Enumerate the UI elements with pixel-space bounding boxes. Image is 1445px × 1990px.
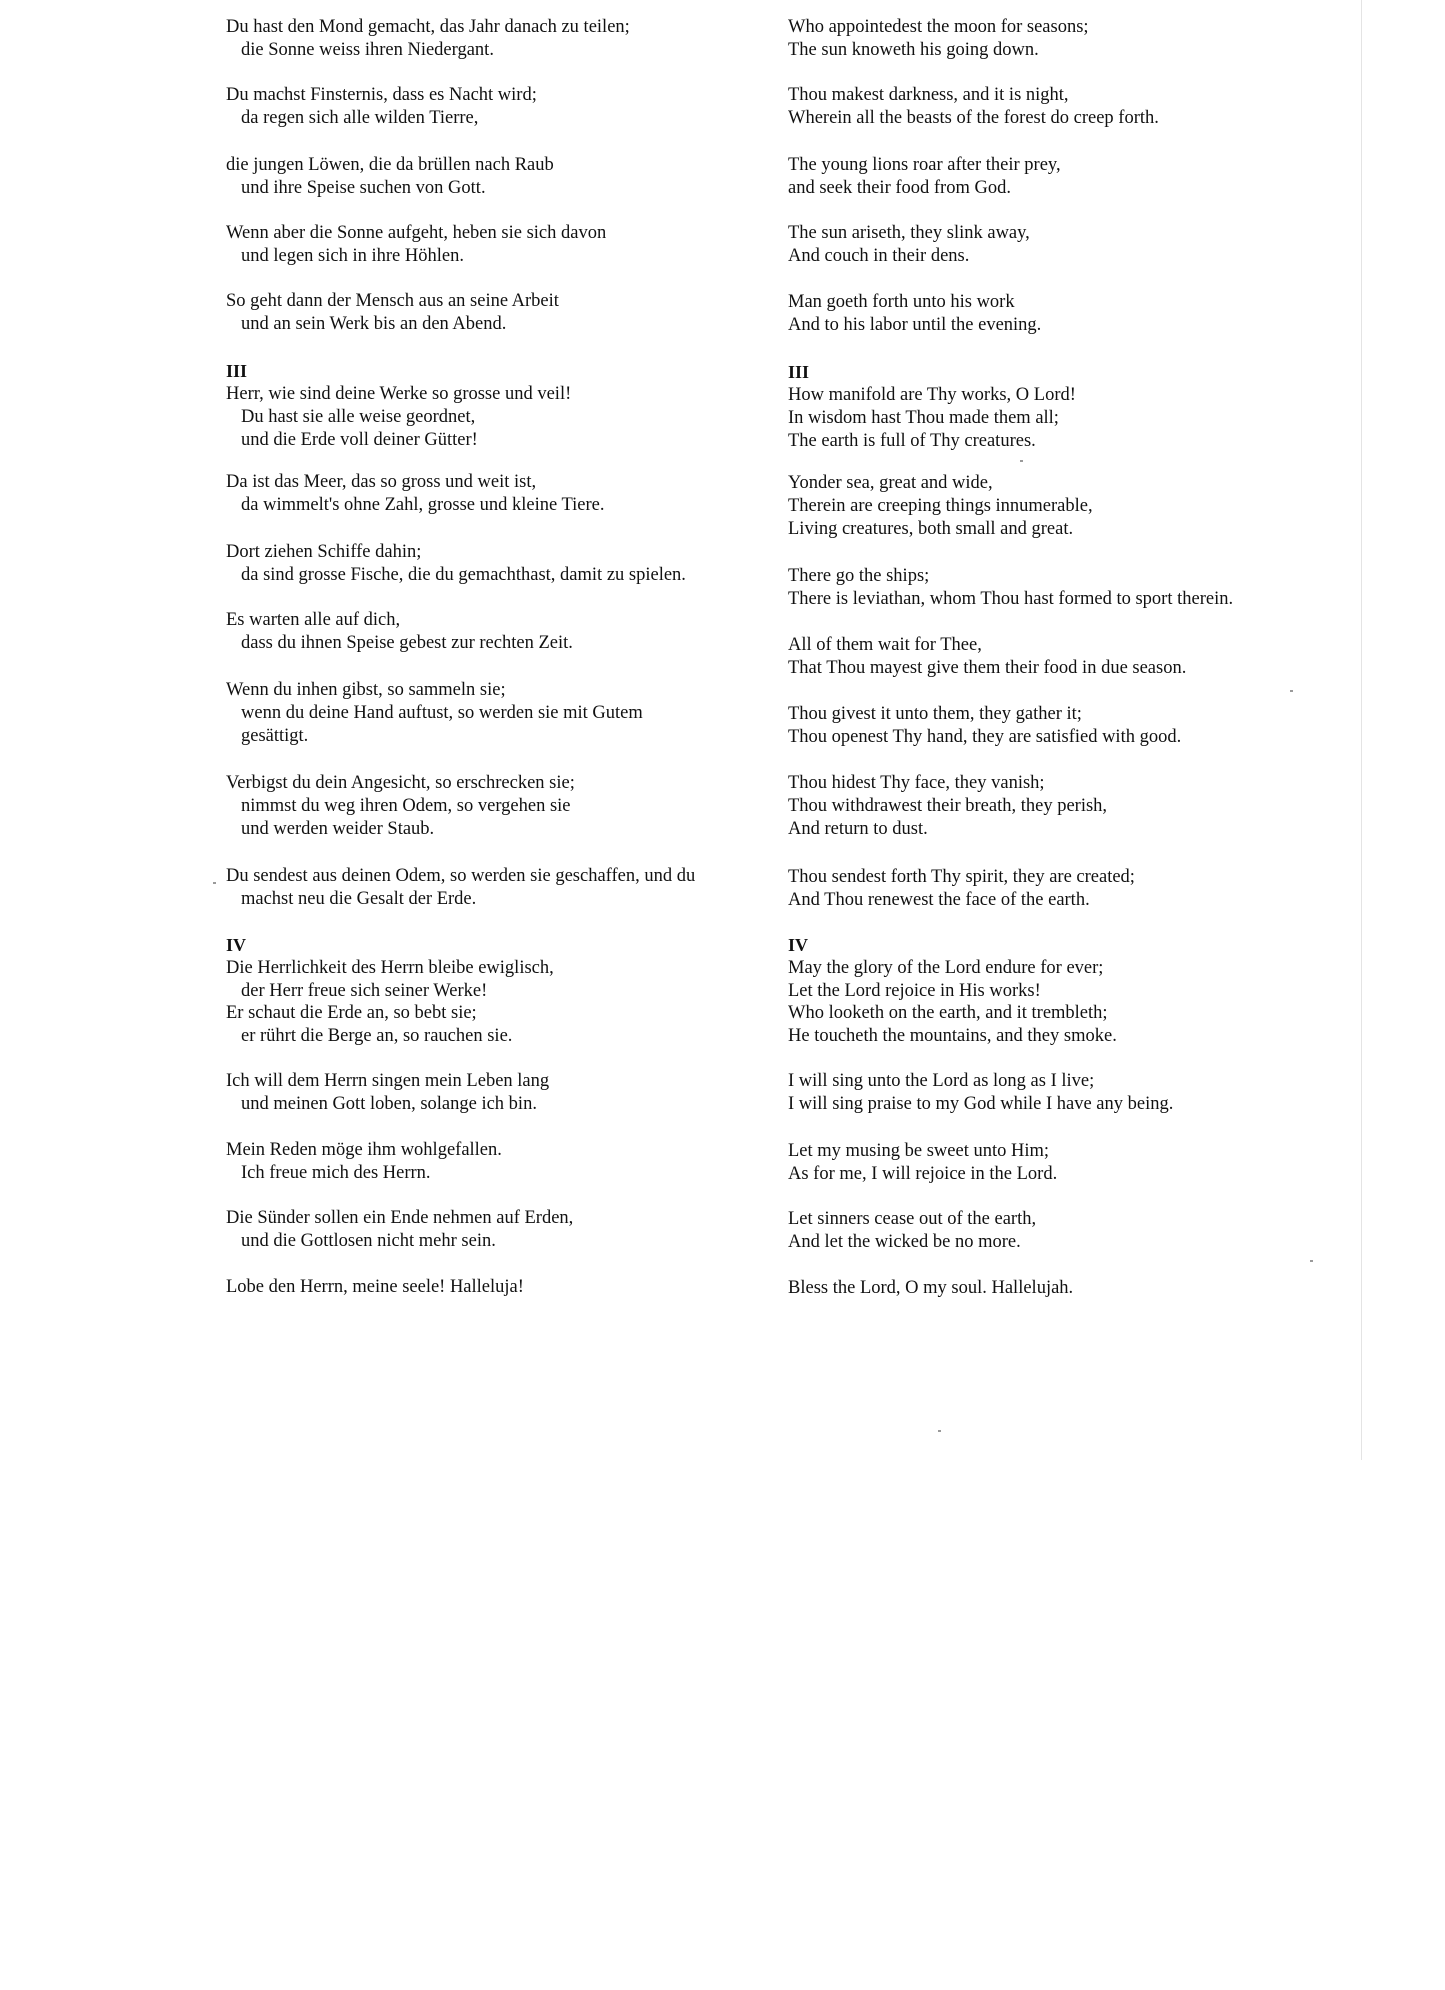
- english-verse-line: Let my musing be sweet unto Him;: [788, 1141, 1050, 1161]
- english-verse-line: That Thou mayest give them their food in due season.: [788, 658, 1187, 678]
- page-edge-shadow: [1361, 0, 1362, 1460]
- german-verse-line: Herr, wie sind deine Werke so grosse und veil!: [226, 384, 572, 404]
- english-section: [788, 361, 1076, 453]
- english-verse-line: And return to dust.: [788, 819, 928, 839]
- german-stanza: [226, 1207, 573, 1253]
- german-stanza: [226, 541, 686, 587]
- german-verse-line: Lobe den Herrn, meine seele! Halleluja!: [226, 1277, 524, 1297]
- german-verse-line: da regen sich alle wilden Tierre,: [241, 108, 479, 128]
- german-verse-line: Es warten alle auf dich,: [226, 610, 401, 630]
- english-stanza: [788, 472, 1093, 541]
- english-verse-line: Wherein all the beasts of the forest do creep forth.: [788, 108, 1159, 128]
- german-verse-line: Die Herrlichkeit des Herrn bleibe ewiglisch,: [226, 958, 554, 978]
- english-verse-line: There is leviathan, whom Thou hast formed to sport therein.: [788, 589, 1234, 609]
- german-verse-line: und die Gottlosen nicht mehr sein.: [241, 1231, 496, 1251]
- english-verse-line: In wisdom hast Thou made them all;: [788, 408, 1059, 428]
- german-stanza: [226, 679, 643, 748]
- english-verse-line: May the glory of the Lord endure for ever;: [788, 958, 1104, 978]
- german-verse-line: da wimmelt's ohne Zahl, grosse und kleine Tiere.: [241, 495, 605, 515]
- german-verse-line: Wenn aber die Sonne aufgeht, heben sie sich davon: [226, 223, 607, 243]
- english-verse-line: Thou hidest Thy face, they vanish;: [788, 773, 1045, 793]
- german-verse-line: und ihre Speise suchen von Gott.: [241, 178, 486, 198]
- english-verse-line: Let the Lord rejoice in His works!: [788, 981, 1041, 1001]
- german-stanza: [226, 84, 537, 130]
- english-stanza: [788, 772, 1107, 841]
- german-verse-line: gesättigt.: [241, 726, 309, 746]
- german-stanza: [226, 1276, 524, 1299]
- german-stanza: [226, 222, 606, 268]
- english-stanza: [788, 1002, 1117, 1048]
- german-verse-line: und werden weider Staub.: [241, 819, 435, 839]
- german-verse-line: wenn du deine Hand auftust, so werden sie mit Gutem: [241, 703, 643, 723]
- english-verse-line: Thou sendest forth Thy spirit, they are created;: [788, 867, 1135, 887]
- german-stanza: [226, 16, 630, 62]
- german-stanza: [226, 290, 559, 336]
- scan-speck: [1310, 1260, 1313, 1262]
- german-verse-line: Du machst Finsternis, dass es Nacht wird;: [226, 85, 537, 105]
- german-verse-line: und meinen Gott loben, solange ich bin.: [241, 1094, 537, 1114]
- english-verse-line: Living creatures, both small and great.: [788, 519, 1074, 539]
- english-stanza: [788, 16, 1089, 62]
- english-section-heading: IV: [788, 935, 809, 955]
- english-verse-line: Thou withdrawest their breath, they perish,: [788, 796, 1108, 816]
- german-verse-line: Dort ziehen Schiffe dahin;: [226, 542, 422, 562]
- german-stanza: [226, 772, 575, 841]
- english-verse-line: Bless the Lord, O my soul. Hallelujah.: [788, 1278, 1074, 1298]
- english-stanza: [788, 1208, 1036, 1254]
- scan-speck: [213, 882, 216, 884]
- german-verse-line: Mein Reden möge ihm wohlgefallen.: [226, 1140, 502, 1160]
- german-verse-line: Du hast den Mond gemacht, das Jahr danach zu teilen;: [226, 17, 630, 37]
- english-verse-line: He toucheth the mountains, and they smoke.: [788, 1026, 1117, 1046]
- english-section: [788, 934, 1103, 1003]
- german-verse-line: und legen sich in ihre Höhlen.: [241, 246, 464, 266]
- english-verse-line: The earth is full of Thy creatures.: [788, 431, 1036, 451]
- german-verse-line: machst neu die Gesalt der Erde.: [241, 889, 477, 909]
- english-verse-line: The young lions roar after their prey,: [788, 155, 1061, 175]
- english-verse-line: Therein are creeping things innumerable,: [788, 496, 1093, 516]
- english-stanza: [788, 222, 1030, 268]
- german-stanza: [226, 471, 605, 517]
- german-verse-line: dass du ihnen Speise gebest zur rechten Zeit.: [241, 633, 573, 653]
- english-stanza: [788, 1140, 1057, 1186]
- german-stanza: [226, 609, 573, 655]
- german-verse-line: Verbigst du dein Angesicht, so erschrecken sie;: [226, 773, 575, 793]
- english-verse-line: I will sing unto the Lord as long as I live;: [788, 1071, 1095, 1091]
- german-section-heading: III: [226, 361, 248, 381]
- scan-speck: [1020, 460, 1023, 462]
- german-verse-line: da sind grosse Fische, die du gemachthast, damit zu spielen.: [241, 565, 686, 585]
- german-verse-line: Du hast sie alle weise geordnet,: [241, 407, 476, 427]
- scan-speck: [938, 1430, 941, 1432]
- german-stanza: [226, 865, 695, 911]
- english-stanza: [788, 84, 1159, 130]
- scan-speck: [1290, 690, 1293, 692]
- german-stanza: [226, 1139, 502, 1185]
- english-verse-line: And couch in their dens.: [788, 246, 970, 266]
- english-verse-line: As for me, I will rejoice in the Lord.: [788, 1164, 1058, 1184]
- english-verse-line: There go the ships;: [788, 566, 930, 586]
- english-verse-line: Thou givest it unto them, they gather it;: [788, 704, 1082, 724]
- english-stanza: [788, 1277, 1073, 1300]
- german-stanza: [226, 1002, 512, 1048]
- english-stanza: [788, 634, 1186, 680]
- english-stanza: [788, 866, 1135, 912]
- german-verse-line: die Sonne weiss ihren Niedergant.: [241, 40, 494, 60]
- german-verse-line: Er schaut die Erde an, so bebt sie;: [226, 1003, 477, 1023]
- german-verse-line: er rührt die Berge an, so rauchen sie.: [241, 1026, 513, 1046]
- english-verse-line: Who looketh on the earth, and it trembleth;: [788, 1003, 1108, 1023]
- english-verse-line: All of them wait for Thee,: [788, 635, 982, 655]
- german-verse-line: Ich will dem Herrn singen mein Leben lang: [226, 1071, 550, 1091]
- english-verse-line: The sun ariseth, they slink away,: [788, 223, 1030, 243]
- german-verse-line: Wenn du inhen gibst, so sammeln sie;: [226, 680, 506, 700]
- english-stanza: [788, 703, 1181, 749]
- english-verse-line: and seek their food from God.: [788, 178, 1011, 198]
- german-verse-line: Ich freue mich des Herrn.: [241, 1163, 431, 1183]
- english-verse-line: And Thou renewest the face of the earth.: [788, 890, 1090, 910]
- german-verse-line: der Herr freue sich seiner Werke!: [241, 981, 488, 1001]
- english-verse-line: Yonder sea, great and wide,: [788, 473, 993, 493]
- english-verse-line: I will sing praise to my God while I have any being.: [788, 1094, 1174, 1114]
- german-section: [226, 934, 554, 1003]
- english-section-heading: III: [788, 362, 810, 382]
- german-stanza: [226, 1070, 549, 1116]
- german-verse-line: nimmst du weg ihren Odem, so vergehen sie: [241, 796, 571, 816]
- german-stanza: [226, 154, 554, 200]
- english-verse-line: And let the wicked be no more.: [788, 1232, 1021, 1252]
- german-verse-line: So geht dann der Mensch aus an seine Arbeit: [226, 291, 559, 311]
- english-verse-line: And to his labor until the evening.: [788, 315, 1042, 335]
- english-verse-line: Who appointedest the moon for seasons;: [788, 17, 1089, 37]
- english-verse-line: The sun knoweth his going down.: [788, 40, 1039, 60]
- german-verse-line: und an sein Werk bis an den Abend.: [241, 314, 507, 334]
- english-verse-line: Thou openest Thy hand, they are satisfied with good.: [788, 727, 1182, 747]
- english-stanza: [788, 565, 1233, 611]
- german-section-heading: IV: [226, 935, 247, 955]
- english-verse-line: Man goeth forth unto his work: [788, 292, 1015, 312]
- english-verse-line: Let sinners cease out of the earth,: [788, 1209, 1037, 1229]
- german-verse-line: Die Sünder sollen ein Ende nehmen auf Erden,: [226, 1208, 574, 1228]
- english-stanza: [788, 154, 1061, 200]
- english-stanza: [788, 291, 1041, 337]
- english-verse-line: Thou makest darkness, and it is night,: [788, 85, 1069, 105]
- german-verse-line: Da ist das Meer, das so gross und weit ist,: [226, 472, 537, 492]
- german-verse-line: und die Erde voll deiner Gütter!: [241, 430, 478, 450]
- german-verse-line: Du sendest aus deinen Odem, so werden sie geschaffen, und du: [226, 866, 696, 886]
- german-section: [226, 360, 571, 452]
- english-verse-line: How manifold are Thy works, O Lord!: [788, 385, 1076, 405]
- english-stanza: [788, 1070, 1173, 1116]
- german-verse-line: die jungen Löwen, die da brüllen nach Raub: [226, 155, 554, 175]
